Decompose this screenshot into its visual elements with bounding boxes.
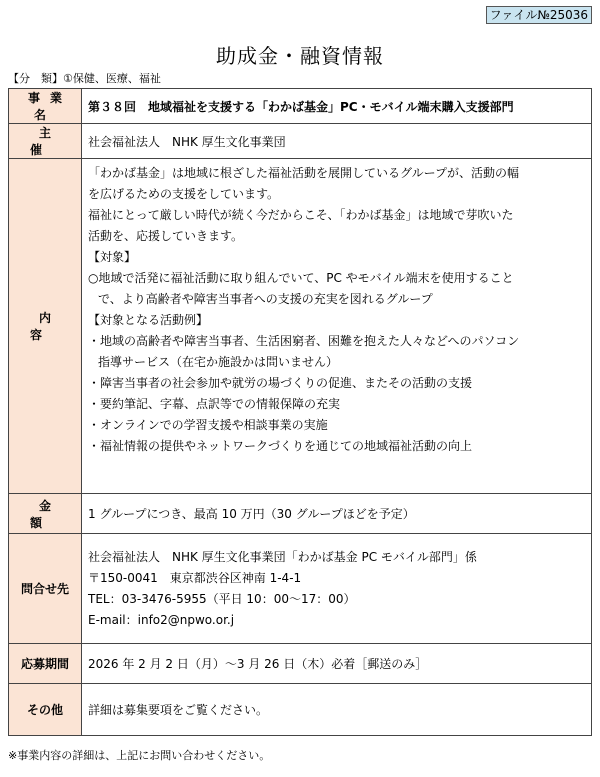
- content-line: 【対象】: [88, 250, 137, 264]
- content-line: 「わかば基金」は地域に根ざした福祉活動を展開しているグループが、活動の幅: [88, 166, 520, 180]
- label-other: その他: [9, 684, 82, 736]
- label-content: 内容: [9, 159, 82, 494]
- value-content: [82, 159, 592, 494]
- row-period: [9, 644, 592, 684]
- content-line: ・福祉情報の提供やネットワークづくりを通じての地域福祉活動の向上: [88, 439, 473, 453]
- value-other: 詳細は募集要項をご覧ください。: [82, 684, 592, 736]
- content-line: ・障害当事者の社会参加や就労の場づくりの促進、またその活動の支援: [88, 376, 473, 390]
- row-other: [9, 684, 592, 736]
- category-label: 【分 類】①保健、医療、福祉: [8, 72, 161, 85]
- content-line: 指導サービス（在宅か施設かは問いません）: [98, 355, 339, 369]
- value-contact: [82, 534, 592, 644]
- value-organizer: 社会福祉法人 NHK 厚生文化事業団: [82, 124, 592, 159]
- row-amount: [9, 494, 592, 534]
- content-line: ・要約筆記、字幕、点訳等での情報保障の充実: [88, 397, 341, 411]
- value-project: 第３８回 地域福祉を支援する「わかば基金」PC・モバイル端末購入支援部門: [82, 89, 592, 124]
- content-line: 福祉にとって厳しい時代が続く今だからこそ、「わかば基金」は地域で芽吹いた: [88, 208, 514, 222]
- label-amount: 金額: [9, 494, 82, 534]
- content-line: ・オンラインでの学習支援や相談事業の実施: [88, 418, 328, 432]
- content-line: 活動を、応援していきます。: [88, 229, 244, 243]
- contact-line: 〒150-0041 東京都渋谷区神南 1-4-1: [88, 570, 302, 585]
- file-number-badge: ファイル№25036: [486, 6, 592, 24]
- label-period: 応募期間: [9, 644, 82, 684]
- content-line: を広げるための支援をしています。: [88, 187, 280, 201]
- label-organizer: 主催: [9, 124, 82, 159]
- label-project: 事業名: [9, 89, 82, 124]
- value-period: 2026 年 2 月 2 日（月）〜3 月 26 日（木）必着［郵送のみ］: [82, 644, 592, 684]
- content-line: ○地域で活発に福祉活動に取り組んでいて、PC やモバイル端末を使用すること: [88, 271, 514, 285]
- contact-line: 社会福祉法人 NHK 厚生文化事業団「わかば基金 PC モバイル部門」係: [88, 549, 477, 564]
- value-amount: 1 グループにつき、最高 10 万円（30 グループほどを予定）: [82, 494, 592, 534]
- row-organizer: [9, 124, 592, 159]
- row-project: [9, 89, 592, 124]
- row-contact: [9, 534, 592, 644]
- content-line: で、より高齢者や障害当事者への支援の充実を図れるグループ: [98, 292, 433, 306]
- contact-line: TEL：03-3476-5955（平日 10：00〜17：00）: [88, 591, 356, 606]
- label-contact: 問合せ先: [9, 534, 82, 644]
- row-content: [9, 159, 592, 494]
- page-title: 助成金・融資情報: [216, 44, 384, 68]
- info-table: [8, 88, 592, 736]
- footnote: ※事業内容の詳細は、上記にお問い合わせください。: [8, 749, 271, 762]
- contact-email: E-mail：info2@npwo.or.j: [88, 612, 235, 627]
- content-line: ・地域の高齢者や障害当事者、生活困窮者、困難を抱えた人々などへのパソコン: [88, 334, 520, 348]
- content-line: 【対象となる活動例】: [88, 313, 209, 327]
